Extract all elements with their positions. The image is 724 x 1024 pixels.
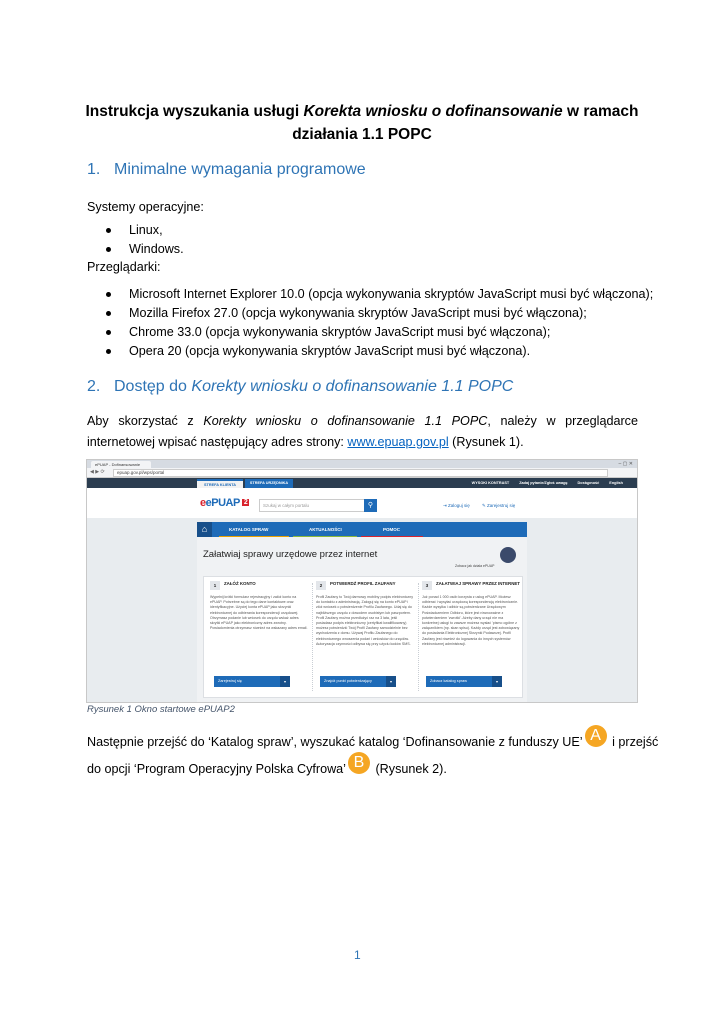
search-icon[interactable]: ⚲ [364,499,377,512]
register-button[interactable] [214,676,290,687]
window-controls[interactable]: – ▢ ✕ [618,461,633,467]
section2-heading [87,378,513,396]
link-accessibility[interactable]: Dostępność [577,481,600,485]
nav-pomoc[interactable]: POMOC [383,527,401,532]
divider [312,583,313,691]
logo-text: ePUAP [205,497,240,509]
closing-text: Następnie przejść do ‘Katalog spraw’, wyszukać katalog ‘Dofinansowanie z funduszy UE’ [87,735,583,749]
para-italic: Korekty wniosku o dofinansowanie 1.1 POPC [203,414,488,428]
chevron-down-icon[interactable]: ▾ [492,676,502,687]
link-ask-question[interactable]: Zadaj pytanie/Zgłoś uwagę [519,481,568,485]
site-header [87,488,637,518]
os-label: Systemy operacyjne: [87,200,204,214]
search-input[interactable]: Szukaj w całym portalu [259,499,369,512]
register-label: Zarejestruj się [487,503,516,508]
chevron-down-icon[interactable]: ▾ [280,676,290,687]
closing-text: (Rysunek 2). [371,762,447,776]
browsers-list [104,285,653,361]
video-caption[interactable]: Zobacz jak działa ePUAP [455,564,495,568]
title-italic: Korekta wniosku o dofinansowanie [303,103,563,120]
section2-heading-italic: Korekty wniosku o dofinansowanie 1.1 POPC [191,378,514,395]
section2-number: 2. [87,378,101,395]
button-label: Znajdź punkt potwierdzający [324,679,372,683]
button-label: Zarejestruj się [218,679,242,683]
list-item: Mozilla Firefox 27.0 (opcja wykonywania skryptów JavaScript musi być włączona); [104,304,653,323]
home-icon[interactable]: ⌂ [197,522,212,537]
os-list [104,221,184,259]
section2-heading-plain: Dostęp do [114,378,192,395]
login-link[interactable] [443,503,470,509]
page-heading: Załatwiaj sprawy urzędowe przez internet [203,549,378,560]
step-card [316,581,414,693]
step-header [210,581,308,592]
chevron-down-icon[interactable]: ▾ [386,676,396,687]
nav-arrows-icon[interactable]: ◀ ▶ ⟳ [90,469,105,475]
step-text: Wypełnij krótki formularz rejestracyjny i załóż konto na ePUAP. Potrzebne są do tego dane kontaktowe oraz identyfikacyjne. Użyciej konta ePUAP jako skrzynki elektronicznej do odbierania korespondencji urzędowej. Otrzymasz podanie lub wniosek do urzędu wskaż adres skrytki ePUAP jako elektroniczny adres zwrotny. Powiadomienia otrzymasz również na wskazany adres email. [210,595,308,631]
video-badge-icon[interactable] [500,547,516,563]
closing-text: do opcji ‘Program Operacyjny Polska Cyfrowa’ [87,762,346,776]
divider [418,583,419,691]
title-part1: Instrukcja wyszukania usługi [85,103,304,120]
title-part2: w ramach [562,103,639,120]
browsers-label: Przeglądarki: [87,260,161,274]
tab-strefa-klienta[interactable]: STREFA KLIENTA [197,479,243,488]
section1-heading [87,161,366,179]
step-number: 3 [422,581,432,590]
logo-badge: 2 [243,499,248,506]
step-title: ZAŁÓŻ KONTO [224,581,256,586]
catalog-button[interactable] [426,676,502,687]
title-line2: działania 1.1 POPC [292,126,432,143]
para-text: (Rysunek 1). [448,435,524,449]
list-item: Microsoft Internet Explorer 10.0 (opcja wykonywania skryptów JavaScript musi być włączona); [104,285,653,304]
list-item: Chrome 33.0 (opcja wykonywania skryptów JavaScript musi być włączona); [104,323,653,342]
epuap-screenshot [86,459,638,703]
link-high-contrast[interactable]: WYSOKI KONTRAST [471,481,510,485]
step-text: Profil Zaufany to Twój darmowy mobilny podpis elektroniczny do kontaktu z administracją. Zaloguj się na konto ePUAP i złóż wniosek o potwierdzenie Profilu Zaufanego. Udaj się do najbliższego urzędu z dowodem osobistym lub paszportem. Profil Zaufany można przedłużyć raz na 3 lata, jeśli posiadasz podpis elektroniczny (certyfikat kwalifikowany) możesz potwierdzić Twój Profil Zaufany samodzielnie bez wychodzenia z domu. Używaj Profilu Zaufanego do elektronicznego wnoszenia podań i wniosków do urzędów. Autoryzacja czynności odbywa się przy użyciu kodów SMS. [316,595,414,646]
marker-a-icon: A [585,725,607,747]
main-nav [197,522,527,537]
figure-caption: Rysunek 1 Okno startowe ePUAP2 [87,704,235,715]
tab-strefa-urzednika[interactable]: STREFA URZĘDNIKA [245,479,293,488]
url-input[interactable]: epuap.gov.pl/wps/portal [113,469,608,477]
browser-tabbar [87,460,637,468]
site-top-strip [87,478,637,488]
page-number: 1 [354,948,361,962]
step-text: Już ponad 1 000 osób korzysta z usług ePUAP. Możesz odbierać i wysyłać urzędową korespondencję elektronicznie. Każde wysyłka i odbiór są potwierdzane Urzędowym Poświadczeniem Odbioru, które jest równoważne z potwierdzeniem 'zwrotki'. Ażeby dany urząd nie ma konkretnej usługi to zawsze możesz wysłać 'pismo ogólne z załącznikiem (np. skan spisu). Każdy urząd jest zobowiązany do posiadania Elektronicznej Skrzynki Podawczej. Profil Zaufany jest również do logowania do innych systemów elektronicznej administracji. [422,595,520,646]
step-card [210,581,308,693]
login-icon: ⇥ [443,503,449,508]
step-title: ZAŁATWIAJ SPRAWY PRZEZ INTERNET [436,581,520,586]
address-bar [87,468,637,478]
nav-katalog-spraw[interactable]: KATALOG SPRAW [229,527,269,532]
step-number: 1 [210,581,220,590]
link-english[interactable]: English [609,481,623,485]
steps-panel [203,576,523,698]
find-point-button[interactable] [320,676,396,687]
register-link[interactable] [482,503,515,509]
section1-heading-text: Minimalne wymagania programowe [114,161,366,178]
closing-line2 [87,754,447,784]
button-label: Zobacz katalog spraw [430,679,467,683]
content-area [197,537,527,702]
top-links [462,478,623,488]
step-card [422,581,520,693]
step-header [316,581,414,592]
epuap-link[interactable]: www.epuap.gov.pl [347,435,449,449]
section2-paragraph [87,411,638,453]
list-item: Linux, [104,221,184,240]
list-item: Opera 20 (opcja wykonywania skryptów JavaScript musi być włączona). [104,342,653,361]
browser-tab[interactable]: ePUAP - Dofinansowanie [91,461,151,468]
para-text: , należy w przeglądarce internetowej wpisać następujący adres strony: [87,414,638,449]
para-text: Aby skorzystać z [87,414,204,428]
document-title [60,100,664,146]
marker-b-icon: B [348,752,370,774]
pencil-icon: ✎ [482,503,488,508]
closing-text: i przejść [608,735,659,749]
step-title: POTWIERDŹ PROFIL ZAUFANY [330,581,396,586]
nav-aktualnosci[interactable]: AKTUALNOŚCI [309,527,342,532]
closing-line1 [87,727,659,757]
epuap-logo[interactable]: eePUAP 2 [200,497,248,509]
section1-number: 1. [87,161,101,178]
login-label: Zaloguj się [448,503,470,508]
step-header [422,581,520,592]
list-item: Windows. [104,240,184,259]
step-number: 2 [316,581,326,590]
